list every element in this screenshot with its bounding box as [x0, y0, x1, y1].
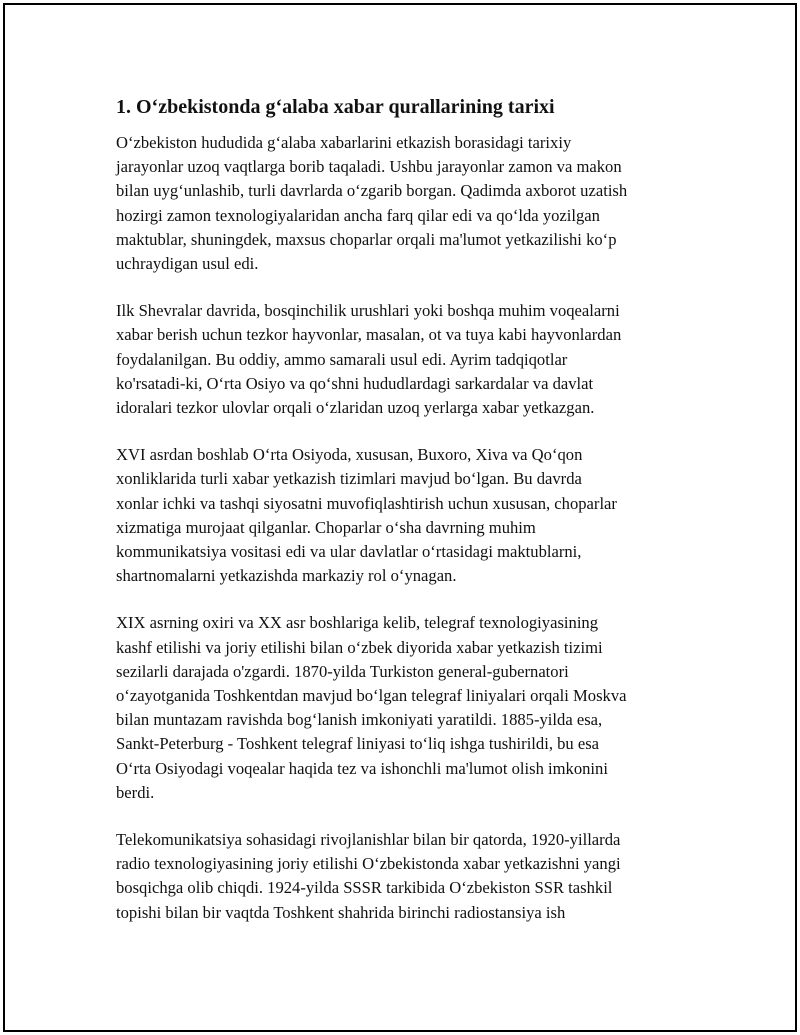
text-line: kashf etilishi va joriy etilishi bilan o‘zbek diyorida xabar yetkazish tizimi [116, 637, 603, 657]
text-line: XIX asrning oxiri va XX asr boshlariga kelib, telegraf texnologiyasining [116, 613, 599, 633]
text-line: bosqichga olib chiqdi. 1924-yilda SSSR tarkibida O‘zbekiston SSR tashkil [116, 878, 613, 898]
text-line: O‘rta Osiyodagi voqealar haqida tez va ishonchli ma'lumot olish imkonini [116, 758, 608, 778]
text-line: Ilk Shevralar davrida, bosqinchilik urushlari yoki boshqa muhim voqealarni [116, 301, 620, 321]
paragraph [116, 611, 686, 805]
text-line: Telekomunikatsiya sohasidagi rivojlanishlar bilan bir qatorda, 1920-yillarda [116, 830, 621, 850]
text-line: foydalanilgan. Bu oddiy, ammo samarali usul edi. Ayrim tadqiqotlar [116, 349, 568, 369]
paragraph [116, 443, 686, 588]
text-line: berdi. [116, 782, 155, 802]
text-line: xonlar ichki va tashqi siyosatni muvofiqlashtirish uchun xususan, choparlar [116, 493, 617, 513]
text-line: O‘zbekiston hududida g‘alaba xabarlarini etkazish borasidagi tarixiy [116, 133, 572, 152]
text-line: ko'rsatadi-ki, O‘rta Osiyo va qo‘shni hududlardagi sarkardalar va davlat [116, 373, 594, 393]
text-line: Sankt-Peterburg - Toshkent telegraf liniyasi to‘liq ishga tushirildi, bu esa [116, 734, 600, 754]
text-line: bilan muntazam ravishda bog‘lanish imkoniyati yaratildi. 1885-yilda esa, [116, 710, 603, 730]
text-line: sezilarli darajada o'zgardi. 1870-yilda Turkiston general-gubernatori [116, 661, 569, 681]
text-line: shartnomalarni yetkazishda markaziy rol o‘ynagan. [116, 566, 457, 586]
text-line: xonliklarida turli xabar yetkazish tizimlari mavjud bo‘lgan. Bu davrda [116, 469, 582, 489]
paragraph [116, 131, 686, 276]
text-line: jarayonlar uzoq vaqtlarga borib taqaladi. Ushbu jarayonlar zamon va makon [116, 157, 622, 177]
text-line: hozirgi zamon texnologiyalaridan ancha farq qilar edi va qo‘lda yozilgan [116, 205, 600, 225]
paragraphs-container [116, 131, 686, 925]
text-line: radio texnologiyasining joriy etilishi O‘zbekistonda xabar yetkazishni yangi [116, 854, 621, 874]
text-line: bilan uyg‘unlashib, turli davrlarda o‘zgarib borgan. Qadimda axborot uzatish [116, 181, 628, 201]
section-title: 1. O‘zbekistonda g‘alaba xabar qurallarining tarixi [116, 96, 555, 118]
text-line: xabar berish uchun tezkor hayvonlar, masalan, ot va tuya kabi hayvonlardan [116, 325, 622, 345]
text-line: topishi bilan bir vaqtda Toshkent shahrida birinchi radiostansiya ish [116, 902, 566, 922]
text-line: XVI asrdan boshlab O‘rta Osiyoda, xususan, Buxoro, Xiva va Qo‘qon [116, 445, 583, 465]
text-line: o‘zayotganida Toshkentdan mavjud bo‘lgan telegraf liniyalari orqali Moskva [116, 686, 627, 706]
text-line: maktublar, shuningdek, maxsus choparlar orqali ma'lumot yetkazilishi ko‘p [116, 229, 617, 249]
text-line: xizmatiga murojaat qilganlar. Choparlar o‘sha davrning muhim [116, 517, 536, 537]
paragraph [116, 828, 686, 925]
text-line: idoralari tezkor ulovlar orqali o‘zlaridan uzoq yerlarga xabar yetkazgan. [116, 398, 595, 418]
text-line: uchraydigan usul edi. [116, 254, 259, 274]
document-body [116, 94, 686, 948]
text-line: kommunikatsiya vositasi edi va ular davlatlar o‘rtasidagi maktublarni, [116, 542, 582, 562]
paragraph [116, 299, 686, 420]
